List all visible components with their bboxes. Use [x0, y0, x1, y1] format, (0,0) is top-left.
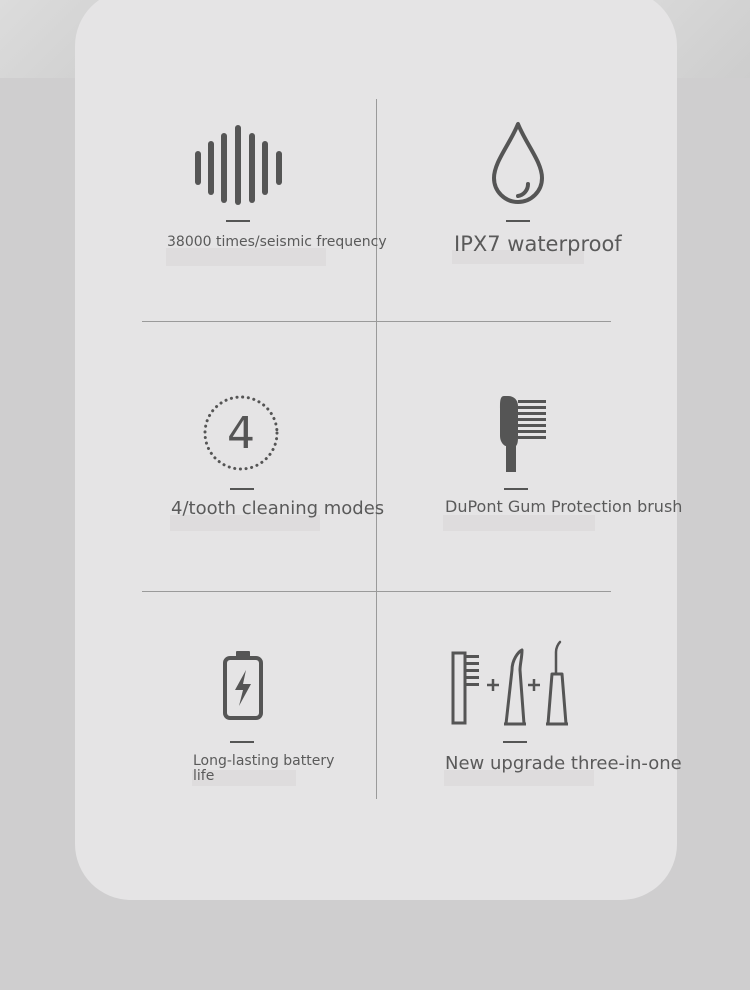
feature-label-waterproof: IPX7 waterproof [454, 232, 622, 256]
feature-label-frequency: 38000 times/seismic frequency [167, 234, 387, 250]
battery-icon [222, 650, 264, 722]
three-heads-icon [448, 640, 574, 728]
separator-dash [226, 220, 250, 222]
separator-dash [506, 220, 530, 222]
sound-wave-icon [194, 124, 286, 206]
four-modes-icon [202, 394, 280, 472]
feature-label-modes: 4/tooth cleaning modes [171, 498, 385, 519]
horizontal-divider-1 [142, 321, 611, 322]
feature-label-battery: Long-lasting battery life [193, 753, 335, 784]
vertical-divider [376, 99, 377, 799]
separator-dash [230, 741, 254, 743]
modes-number: 4 [227, 407, 255, 459]
water-drop-icon [490, 120, 546, 208]
horizontal-divider-2 [142, 591, 611, 592]
separator-dash [230, 488, 254, 490]
feature-label-three-in-one: New upgrade three-in-one [445, 753, 682, 774]
separator-dash [504, 488, 528, 490]
brush-head-icon [498, 392, 548, 474]
label-shadow [443, 515, 595, 531]
separator-dash [503, 741, 527, 743]
label-shadow [166, 248, 326, 266]
feature-label-brush: DuPont Gum Protection brush [445, 497, 683, 516]
